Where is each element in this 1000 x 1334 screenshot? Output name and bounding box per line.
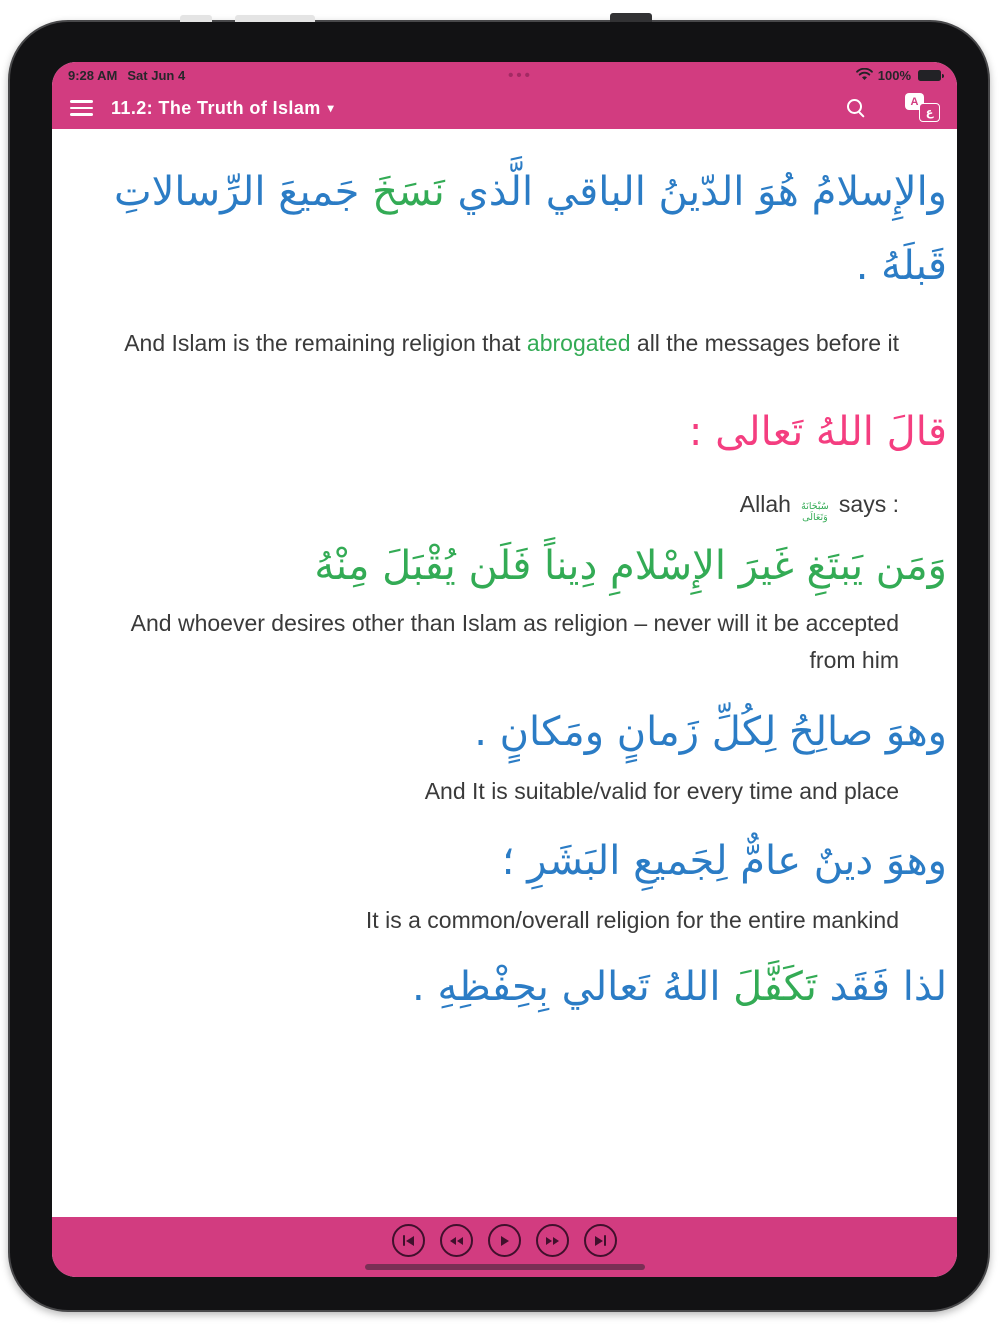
- status-time: 9:28 AM: [68, 68, 118, 83]
- content: [52, 129, 957, 1217]
- home-indicator[interactable]: [365, 1264, 645, 1270]
- play-button[interactable]: [488, 1224, 521, 1257]
- player-controls: [52, 1217, 957, 1257]
- wifi-icon: [856, 68, 873, 84]
- skip-start-button[interactable]: [392, 1224, 425, 1257]
- status-date: Sat Jun 4: [127, 68, 186, 83]
- english-quran-verse: And whoever desires other than Islam as religion – never will it be accepted from him: [130, 610, 899, 674]
- player-bar: [52, 1217, 957, 1277]
- translate-arabic-bubble: ع: [919, 103, 940, 122]
- english-salih: And It is suitable/valid for every time and place: [424, 777, 899, 804]
- translate-icon[interactable]: [903, 92, 943, 124]
- menu-icon[interactable]: [66, 96, 97, 120]
- arabic-intro: والإِسلامُ هُوَ الدّينُ الباقي الَّذي نَسَخَ جَميعَ الرِّسالاتِ قَبلَهُ .: [113, 169, 947, 289]
- power-button: [610, 13, 652, 22]
- translate-latin-bubble: A: [905, 93, 924, 110]
- chevron-down-icon: ▾: [327, 101, 335, 115]
- battery-icon: [918, 70, 941, 81]
- volume-down-button: [235, 15, 315, 22]
- arabic-qala-allah: قالَ اللهُ تَعالى :: [688, 408, 947, 455]
- multitask-dots-indicator[interactable]: •••: [508, 67, 533, 84]
- status-bar: [52, 62, 957, 87]
- rewind-button[interactable]: [440, 1224, 473, 1257]
- english-deen-aam: It is a common/overall religion for the entire mankind: [365, 906, 899, 933]
- volume-up-button: [180, 15, 212, 22]
- search-icon[interactable]: [845, 97, 867, 119]
- english-intro: And Islam is the remaining religion that abrogated all the messages before it: [124, 330, 899, 356]
- arabic-quran-verse: وَمَن يَبتَغِ غَيرَ الإِسْلامِ دِيناً فَلَن يُقْبَلَ مِنْهُ: [314, 543, 947, 590]
- app-header-bar: [52, 87, 957, 129]
- screen: [52, 62, 957, 1277]
- battery-percent-label: 100%: [877, 68, 911, 83]
- skip-end-button[interactable]: [584, 1224, 617, 1257]
- ipad-device-frame: [8, 20, 990, 1312]
- lesson-title-dropdown[interactable]: [111, 98, 334, 119]
- fast-forward-button[interactable]: [536, 1224, 569, 1257]
- page-title: 11.2: The Truth of Islam: [111, 97, 321, 118]
- english-allah-says: Allah سُبْحَانَهُ وَتَعَالَىsays :: [739, 490, 899, 523]
- arabic-deen-aam: وهوَ دينٌ عامٌّ لِجَميعِ البَشَرِ ؛: [501, 837, 947, 884]
- arabic-salih: وهوَ صالِحُ لِكُلِّ زَمانٍ ومَكانٍ .: [474, 708, 947, 755]
- arabic-takaffal: لذا فَقَد تَكَفَّلَ اللهُ تَعالي بِحِفْظِهِ .: [412, 964, 947, 1011]
